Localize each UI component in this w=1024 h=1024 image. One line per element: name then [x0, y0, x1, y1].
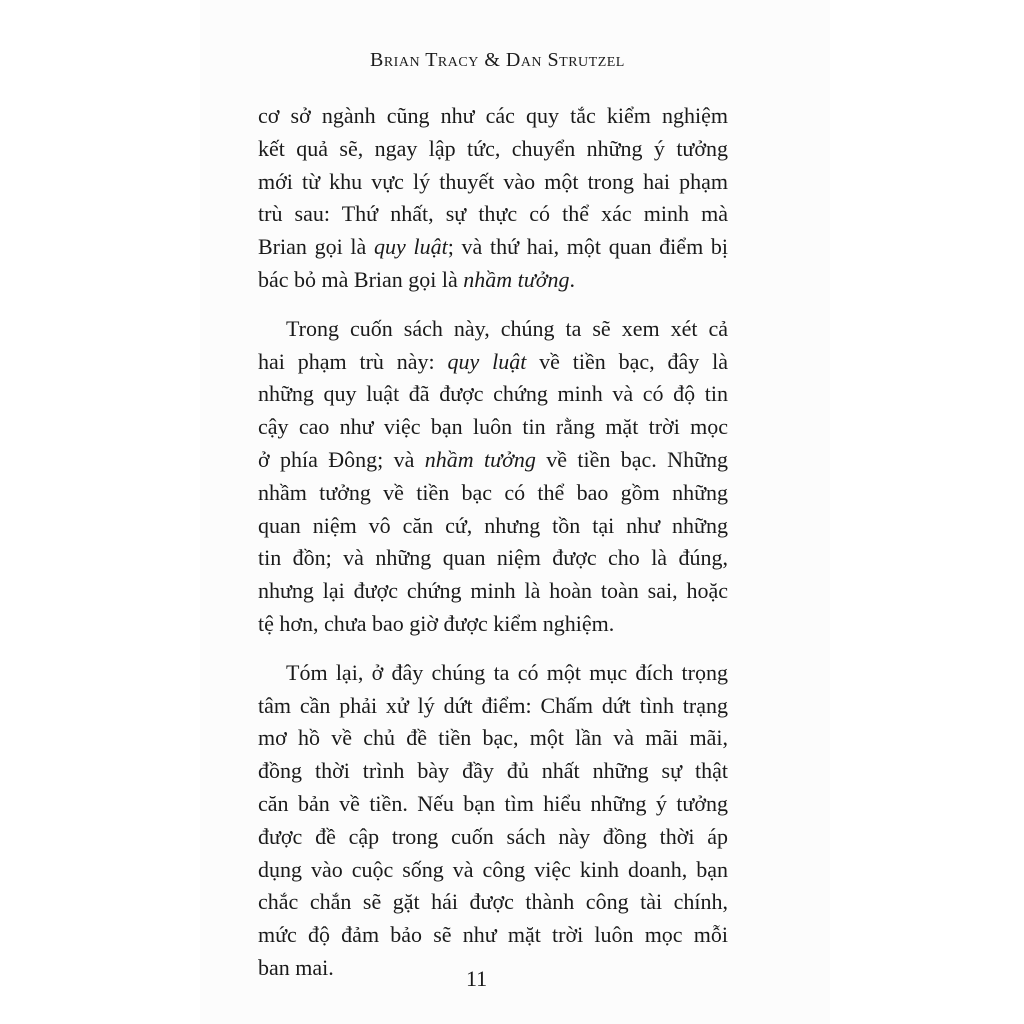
- text-run: về tiền bạc. Những: [535, 446, 728, 472]
- text-line: [258, 133, 728, 166]
- text-run: đồng thời trình bày đầy đủ nhất những sự thật: [258, 758, 728, 784]
- text-run: Trong cuốn sách này, chúng ta sẽ xem xét cả: [286, 315, 728, 341]
- text-line: [258, 231, 728, 264]
- text-line: [258, 886, 728, 919]
- text-line: [258, 952, 728, 985]
- text-line: [258, 313, 728, 346]
- text-run: được đề cập trong cuốn sách này đồng thời áp: [258, 823, 728, 849]
- italic-term: nhầm tưởng: [424, 446, 536, 472]
- text-line: [258, 657, 728, 690]
- paragraph: [258, 313, 728, 641]
- text-line: [258, 444, 728, 477]
- italic-term: quy luật: [447, 348, 527, 374]
- text-line: [258, 264, 728, 297]
- paragraph: [258, 657, 728, 985]
- text-run: về tiền bạc, đây là: [526, 348, 728, 374]
- text-line: [258, 198, 728, 231]
- text-run: tệ hơn, chưa bao giờ được kiểm nghiệm.: [258, 610, 615, 636]
- text-run: mơ hồ về chủ đề tiền bạc, một lần và mãi mãi,: [258, 725, 728, 751]
- text-run: hai phạm trù này:: [258, 348, 448, 374]
- text-run: kết quả sẽ, ngay lập tức, chuyển những ý tưởng: [258, 135, 728, 161]
- italic-term: quy luật: [373, 234, 448, 260]
- text-line: [258, 821, 728, 854]
- text-run: mức độ đảm bảo sẽ như mặt trời luôn mọc mỗi: [258, 922, 728, 948]
- text-run: những quy luật đã được chứng minh và có độ tin: [258, 381, 728, 407]
- text-line: [258, 411, 728, 444]
- text-run: trù sau: Thứ nhất, sự thực có thể xác minh mà: [258, 201, 728, 227]
- text-line: [258, 788, 728, 821]
- text-run: tin đồn; và những quan niệm được cho là đúng,: [258, 545, 728, 571]
- text-run: ở phía Đông; và: [258, 446, 425, 472]
- text-run: bác bỏ mà Brian gọi là: [258, 266, 464, 292]
- paragraph-gap: [258, 297, 728, 313]
- text-line: [258, 690, 728, 723]
- text-run: .: [569, 266, 576, 292]
- text-line: [258, 346, 728, 379]
- body-text: [258, 100, 728, 985]
- text-run: ; và thứ hai, một quan điểm bị: [447, 234, 728, 260]
- text-line: [258, 378, 728, 411]
- text-line: [258, 542, 728, 575]
- text-run: quan niệm vô căn cứ, nhưng tồn tại như những: [258, 512, 728, 538]
- paragraph-gap: [258, 641, 728, 657]
- text-line: [258, 477, 728, 510]
- text-run: Brian gọi là: [258, 234, 374, 260]
- running-head: Brian Tracy & Dan Strutzel: [370, 49, 625, 71]
- text-run: Tóm lại, ở đây chúng ta có một mục đích trọng: [286, 659, 728, 685]
- text-line: [258, 608, 728, 641]
- text-run: chắc chắn sẽ gặt hái được thành công tài chính,: [258, 889, 728, 915]
- text-run: nhầm tưởng về tiền bạc có thể bao gồm những: [258, 479, 728, 505]
- text-run: cậy cao như việc bạn luôn tin rằng mặt trời mọc: [258, 414, 728, 440]
- text-run: ban mai.: [258, 954, 334, 980]
- paragraph: [258, 100, 728, 297]
- text-run: nhưng lại được chứng minh là hoàn toàn sai, hoặc: [258, 578, 728, 604]
- text-line: [258, 854, 728, 887]
- text-line: [258, 755, 728, 788]
- text-line: [258, 100, 728, 133]
- text-run: mới từ khu vực lý thuyết vào một trong hai phạm: [258, 168, 728, 194]
- text-line: [258, 575, 728, 608]
- italic-term: nhầm tưởng: [463, 266, 570, 292]
- text-run: cơ sở ngành cũng như các quy tắc kiểm nghiệm: [258, 103, 728, 128]
- text-line: [258, 919, 728, 952]
- text-run: tâm cần phải xử lý dứt điểm: Chấm dứt tình trạng: [258, 692, 728, 718]
- text-line: [258, 166, 728, 199]
- text-run: căn bản về tiền. Nếu bạn tìm hiểu những ý tưởng: [258, 790, 728, 816]
- text-run: dụng vào cuộc sống và công việc kinh doanh, bạn: [258, 856, 728, 882]
- text-line: [258, 722, 728, 755]
- text-line: [258, 510, 728, 543]
- page-number: 11: [466, 966, 488, 991]
